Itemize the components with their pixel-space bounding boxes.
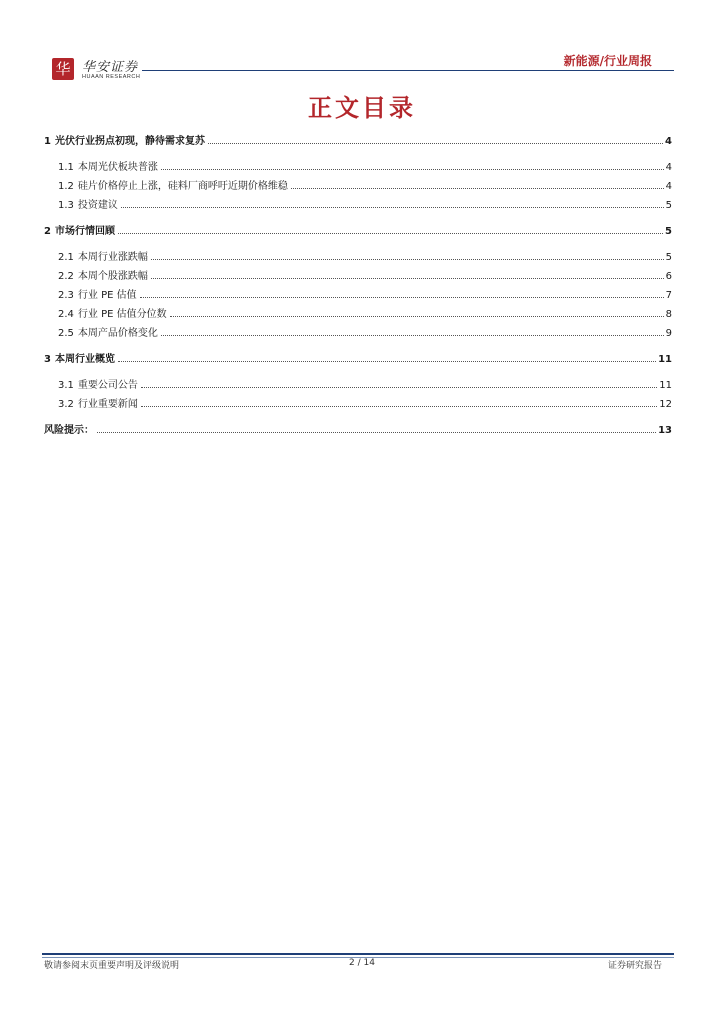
toc-entry-label: 光伏行业拐点初现，静待需求复苏 — [54, 136, 205, 147]
toc-entry-number: 1 — [44, 136, 51, 147]
toc-entry-number: 1.1 — [58, 162, 74, 173]
footer-rule — [42, 953, 674, 955]
toc-leader-dots — [161, 168, 664, 170]
toc-entry-label: 行业 PE 估值 — [77, 290, 137, 301]
toc-entry-label: 行业重要新闻 — [77, 399, 138, 410]
logo-mark: 华 — [52, 58, 74, 80]
toc-entry-page: 4 — [665, 162, 672, 173]
toc-leader-dots — [141, 405, 657, 407]
toc-entry[interactable] — [44, 198, 672, 214]
toc-entry-number: 2.1 — [58, 252, 74, 263]
toc-entry-number: 1.3 — [58, 200, 74, 211]
toc-entry-page: 8 — [665, 309, 672, 320]
toc-entry[interactable] — [44, 134, 672, 150]
toc-entry-number: 2 — [44, 226, 51, 237]
toc-entry-page: 11 — [659, 380, 672, 391]
toc-leader-dots — [121, 206, 664, 208]
toc-entry[interactable] — [44, 179, 672, 195]
toc-entry-label: 投资建议 — [77, 200, 118, 211]
toc-leader-dots — [208, 142, 663, 144]
toc-leader-dots — [151, 258, 664, 260]
toc-entry[interactable] — [44, 224, 672, 240]
toc-entry-label: 风险提示： — [44, 425, 94, 436]
toc-entry-number: 2.5 — [58, 328, 74, 339]
toc-entry[interactable] — [44, 378, 672, 394]
toc-entry[interactable] — [44, 250, 672, 266]
toc-entry-label: 行业 PE 估值分位数 — [77, 309, 167, 320]
toc-entry-page: 5 — [665, 252, 672, 263]
toc-leader-dots — [140, 296, 664, 298]
toc-entry-number: 3 — [44, 354, 51, 365]
toc-leader-dots — [97, 431, 656, 433]
toc-entry-number: 2.4 — [58, 309, 74, 320]
toc-leader-dots — [170, 315, 664, 317]
toc-entry-page: 5 — [665, 200, 672, 211]
footer-page-number: 2 / 14 — [349, 958, 375, 968]
footer-report-type: 证券研究报告 — [607, 961, 662, 971]
toc-entry-number: 1.2 — [58, 181, 74, 192]
logo-subtitle: HUAAN RESEARCH — [82, 74, 141, 80]
toc-entry-label: 重要公司公告 — [77, 380, 138, 391]
toc-leader-dots — [118, 232, 663, 234]
footer-disclaimer: 敬请参阅末页重要声明及评级说明 — [44, 961, 180, 971]
logo-name: 华安证券 — [82, 60, 139, 75]
toc-entry[interactable] — [44, 288, 672, 304]
toc-entry-page: 13 — [658, 425, 672, 436]
toc-entry[interactable] — [44, 326, 672, 342]
toc-leader-dots — [161, 334, 664, 336]
toc-entry[interactable] — [44, 423, 672, 439]
toc-entry[interactable] — [44, 307, 672, 323]
toc-entry[interactable] — [44, 397, 672, 413]
company-logo — [52, 56, 172, 86]
toc-entry-label: 本周行业概览 — [54, 354, 115, 365]
toc-entry[interactable] — [44, 160, 672, 176]
toc-leader-dots — [151, 277, 664, 279]
toc-entry-label: 市场行情回顾 — [54, 226, 115, 237]
toc-entry[interactable] — [44, 269, 672, 285]
toc-entry-page: 9 — [665, 328, 672, 339]
toc-entry-page: 4 — [665, 136, 672, 147]
toc-entry-label: 本周行业涨跌幅 — [77, 252, 148, 263]
toc-entry-page: 6 — [665, 271, 672, 282]
toc-entry-label: 本周光伏板块普涨 — [77, 162, 158, 173]
toc-entry-number: 3.2 — [58, 399, 74, 410]
toc-entry-number: 2.2 — [58, 271, 74, 282]
header-rule — [142, 70, 674, 71]
toc-entry-number: 3.1 — [58, 380, 74, 391]
report-section-label: 新能源/行业周报 — [563, 54, 652, 68]
toc-leader-dots — [118, 360, 656, 362]
toc-entry-label: 本周产品价格变化 — [77, 328, 158, 339]
toc-entry-page: 7 — [665, 290, 672, 301]
toc-entry-page: 4 — [665, 181, 672, 192]
toc-entry-number: 2.3 — [58, 290, 74, 301]
page-title: 正文目录 — [308, 94, 416, 122]
toc-entry-page: 5 — [665, 226, 672, 237]
toc-leader-dots — [291, 187, 664, 189]
toc-entry-label: 本周个股涨跌幅 — [77, 271, 148, 282]
toc-entry[interactable] — [44, 352, 672, 368]
toc-entry-page: 11 — [658, 354, 672, 365]
toc-leader-dots — [141, 386, 657, 388]
toc-entry-page: 12 — [659, 399, 672, 410]
toc-entry-label: 硅片价格停止上涨，硅料厂商呼吁近期价格维稳 — [77, 181, 288, 192]
